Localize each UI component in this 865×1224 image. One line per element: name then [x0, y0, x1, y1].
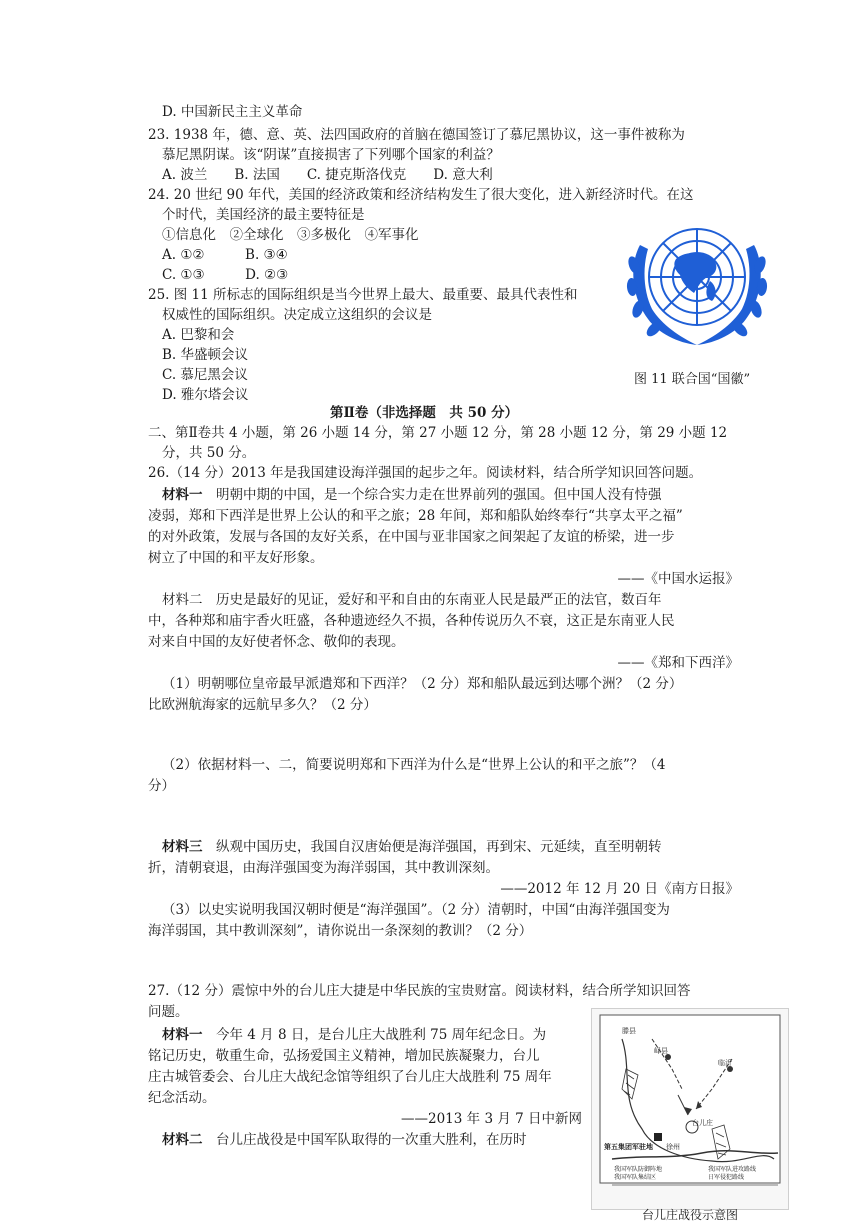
q26-material1-source: ——《中国水运报》: [617, 571, 739, 587]
material-label: 材料一: [162, 1027, 203, 1043]
q25-option-c: C. 慕尼黑会议: [162, 367, 248, 383]
q26-material2-source: ——《郑和下西洋》: [617, 655, 739, 671]
q23-stem-line2: 慕尼黑阴谋。该“阴谋”直接损害了下列哪个国家的利益？: [162, 147, 500, 163]
map-legend-2: 我国军队进攻路线: [708, 1166, 757, 1173]
q26-material2-line3: 对来自中国的友好使者怀念、敬仰的表现。: [148, 634, 405, 650]
q26-sub1-line1: （1）明朝哪位皇帝最早派遣郑和下西洋？（2 分）郑和船队最远到达哪个洲？（2 分）: [162, 676, 683, 692]
q26-material1-line2: 凌弱，郑和下西洋是世界上公认的和平之旅；28 年间，郑和船队始终奉行“共享太平之福”: [148, 508, 683, 524]
q24-stem-line2: 个时代，美国经济的最主要特征是: [162, 207, 365, 223]
q26-stem: 26.（14 分）2013 年是我国建设海洋强国的起步之年。阅读材料，结合所学知识回答问题。: [148, 465, 703, 481]
battle-map-drawing: [592, 1009, 788, 1209]
q23-stem-line1: 23. 1938 年，德、意、英、法四国政府的首脑在德国签订了慕尼黑协议，这一事件被称为: [148, 127, 685, 143]
q26-material1-line4: 树立了中国的和平友好形象。: [148, 550, 324, 566]
q27-stem-line2: 问题。: [148, 1004, 189, 1020]
q23-options: A. 波兰 B. 法国 C. 捷克斯洛伐克 D. 意大利: [162, 167, 493, 183]
battle-map-caption: 台儿庄战役示意图: [642, 1208, 739, 1222]
q24-options-cd: C. ①③ D. ②③: [162, 267, 289, 283]
q27-material1-source: ——2013 年 3 月 7 日中新网: [401, 1111, 582, 1127]
map-label-linyi: 临沂: [718, 1059, 732, 1067]
material-label: 材料三: [162, 839, 203, 855]
section-2-title: 第Ⅱ卷（非选择题 共 50 分）: [330, 405, 519, 421]
material-text: 台儿庄战役是中国军队取得的一次重大胜利，在历时: [216, 1132, 527, 1148]
q26-material1-line1: [162, 486, 662, 504]
map-legend-4: 日军侵犯路线: [708, 1174, 745, 1181]
q26-sub2-line1: （2）依据材料一、二，简要说明郑和下西洋为什么是“世界上公认的和平之旅”？（4: [162, 757, 666, 773]
q25-stem-line1: 25. 图 11 所标志的国际组织是当今世界上最大、最重要、最具代表性和: [148, 287, 578, 303]
q26-material3-source: ——2012 年 12 月 20 日《南方日报》: [500, 881, 739, 897]
map-label-taierzhuang: 台儿庄: [692, 1119, 713, 1127]
q26-material2-line2: 中，各种郑和庙宇香火旺盛，各种遗迹经久不损，各种传说历久不衰，这正是东南亚人民: [148, 613, 675, 629]
q26-sub3-line2: 海洋弱国，其中教训深刻”，请你说出一条深刻的教训？（2 分）: [148, 923, 533, 939]
q27-material1-line3: 庄古城管委会、台儿庄大战纪念馆等组织了台儿庄大战胜利 75 周年: [148, 1069, 552, 1085]
q25-option-a: A. 巴黎和会: [162, 327, 235, 343]
figure-11-caption: 图 11 联合国“国徽”: [634, 372, 751, 387]
section-2-instructions-line1: 二、第Ⅱ卷共 4 小题，第 26 小题 14 分，第 27 小题 12 分，第 28 小题 12 分，第 29 小题 12: [148, 425, 728, 441]
material-text: 纵观中国历史，我国自汉唐始便是海洋强国，再到宋、元延续，直至明朝转: [216, 839, 662, 855]
q24-stem-line1: 24. 20 世纪 90 年代，美国的经济政策和经济结构发生了很大变化，进入新经济时代。在这: [148, 187, 694, 203]
q26-material1-line3: 的对外政策，发展与各国的友好关系，在中国与亚非国家之间架起了友谊的桥梁，进一步: [148, 529, 675, 545]
map-legend-3: 我国军队集结区: [614, 1174, 657, 1181]
q22-option-d: D. 中国新民主主义革命: [162, 104, 303, 120]
taierzhuang-battle-map: [591, 1008, 789, 1210]
q26-material3-line2: 折，清朝衰退，由海洋强国变为海洋弱国，其中教训深刻。: [148, 860, 499, 876]
q27-material1-line1: [162, 1026, 546, 1044]
map-label-yixian: 峄县: [654, 1047, 668, 1055]
q26-sub3-line1: （3）以史实说明我国汉朝时便是“海洋强国”。（2 分）清朝时，中国“由海洋强国变为: [162, 902, 670, 918]
q27-material1-line2: 铭记历史，敬重生命，弘扬爱国主义精神，增加民族凝聚力，台儿: [148, 1048, 540, 1064]
map-label-xuzhou: 徐州: [666, 1143, 680, 1151]
q27-stem-line1: 27.（12 分）震惊中外的台儿庄大捷是中华民族的宝贵财富。阅读材料，结合所学知识回答: [148, 983, 691, 999]
q27-material2-line1: [162, 1131, 527, 1149]
q24-options-ab: A. ①② B. ③④: [162, 247, 288, 263]
material-text: 今年 4 月 8 日，是台儿庄大战胜利 75 周年纪念日。为: [216, 1027, 547, 1043]
q24-items: ①信息化 ②全球化 ③多极化 ④军事化: [162, 227, 419, 243]
map-label-tengxian: 滕县: [622, 1027, 636, 1035]
q26-sub1-line2: 比欧洲航海家的远航早多久？（2 分）: [148, 697, 377, 713]
map-legend-1: 我国军队防御阵地: [614, 1166, 663, 1173]
q26-material3-line1: [162, 838, 662, 856]
q25-stem-line2: 权威性的国际组织。决定成立这组织的会议是: [162, 307, 432, 323]
material-label: 材料一: [162, 487, 203, 503]
q26-material2-line1: 材料二 历史是最好的见证，爱好和平和自由的东南亚人民是最严正的法官，数百年: [162, 592, 662, 608]
map-label-fifth-army: 第五集团军驻地: [604, 1143, 653, 1151]
section-2-instructions-line2: 分，共 50 分。: [162, 445, 256, 461]
material-text: 明朝中期的中国，是一个综合实力走在世界前列的强国。但中国人没有恃强: [216, 487, 662, 503]
q25-option-b: B. 华盛顿会议: [162, 347, 249, 363]
q27-material1-line4: 纪念活动。: [148, 1090, 216, 1106]
q26-sub2-line2: 分）: [148, 778, 175, 794]
un-emblem-icon: [618, 215, 776, 355]
material-label: 材料二: [162, 1132, 203, 1148]
q25-option-d: D. 雅尔塔会议: [162, 387, 249, 403]
